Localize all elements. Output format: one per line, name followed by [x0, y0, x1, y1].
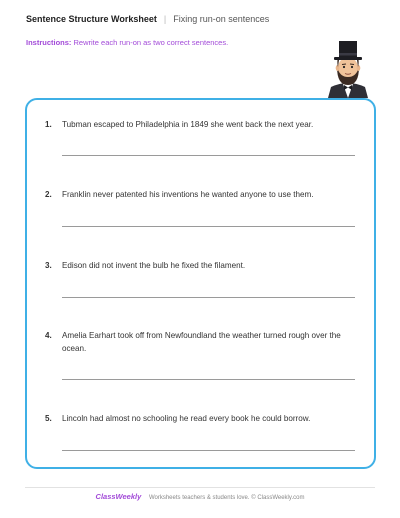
question-2 [45, 189, 363, 202]
brand-logo: ClassWeekly [95, 492, 142, 501]
question-text: Amelia Earhart took off from Newfoundland the weather turned rough over the ocean. [62, 331, 341, 353]
answer-line-1[interactable] [62, 155, 355, 156]
instructions-label: Instructions: [26, 38, 72, 47]
question-3 [45, 260, 363, 273]
footer [0, 492, 400, 501]
worksheet-subtitle: Fixing run-on sentences [173, 14, 270, 24]
question-number: 1. [45, 120, 52, 129]
instructions-text: Rewrite each run-on as two correct sentences. [73, 38, 229, 47]
answer-line-3[interactable] [62, 297, 355, 298]
question-number: 2. [45, 190, 52, 199]
answer-line-4[interactable] [62, 379, 355, 380]
lincoln-mascot-icon [322, 40, 374, 98]
question-text: Lincoln had almost no schooling he read every book he could borrow. [62, 414, 311, 423]
question-text: Franklin never patented his inventions he wanted anyone to use them. [62, 190, 314, 199]
worksheet-header [26, 14, 269, 24]
questions-card [25, 98, 376, 469]
question-number: 5. [45, 414, 52, 423]
instructions [26, 38, 228, 47]
answer-line-5[interactable] [62, 450, 355, 451]
worksheet-title: Sentence Structure Worksheet [26, 14, 157, 24]
question-number: 4. [45, 331, 52, 340]
question-number: 3. [45, 261, 52, 270]
footer-tagline: Worksheets teachers & students love. [148, 495, 250, 501]
header-separator: | [163, 14, 167, 24]
question-1 [45, 119, 363, 132]
question-5 [45, 413, 363, 426]
question-4 [45, 330, 363, 355]
footer-divider [25, 487, 375, 488]
footer-copyright: © ClassWeekly.com [251, 495, 305, 501]
question-text: Edison did not invent the bulb he fixed the filament. [62, 261, 246, 270]
question-text: Tubman escaped to Philadelphia in 1849 she went back the next year. [62, 120, 314, 129]
answer-line-2[interactable] [62, 226, 355, 227]
